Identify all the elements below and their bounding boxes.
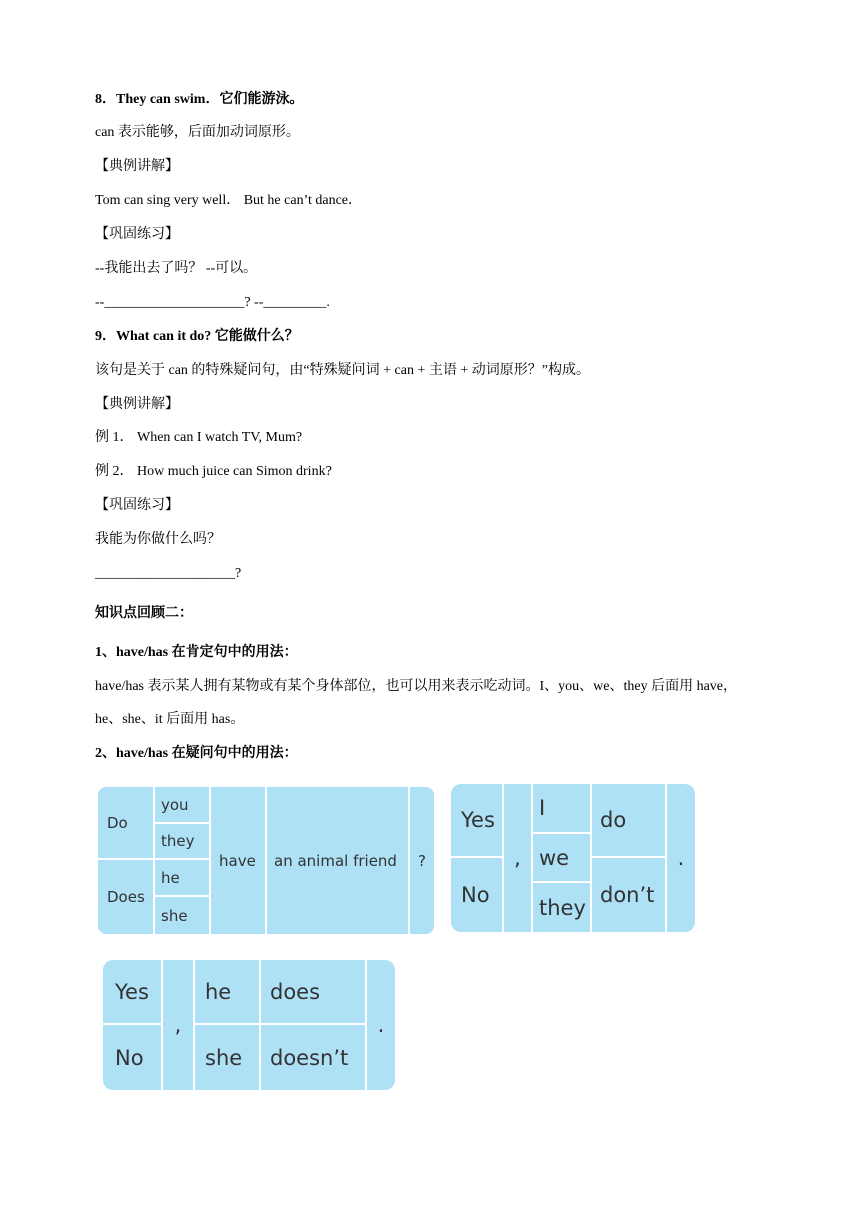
cell-you: you (155, 787, 209, 822)
section-9-example-2: 例 2． How much juice can Simon drink? (95, 464, 332, 479)
cell-have: have (211, 787, 265, 934)
section-8-practice-header: 【巩固练习】 (95, 227, 179, 242)
cell-i: I (533, 784, 590, 832)
answer-table-do (451, 784, 695, 932)
cell-object: an animal friend (267, 787, 408, 934)
cell-period: . (667, 784, 695, 932)
section-9-example-header: 【典例讲解】 (95, 397, 179, 412)
cell-he: he (155, 860, 209, 895)
section-8-practice-question: --我能出去了吗？ --可以。 (95, 261, 258, 276)
cell-doesnt: doesn’t (261, 1025, 365, 1090)
cell-period: . (367, 960, 395, 1090)
cell-does: does (261, 960, 365, 1023)
section-9-practice-question: 我能为你做什么吗？ (95, 532, 221, 547)
section-9-desc: 该句是关于 can 的特殊疑问句，由“特殊疑问词 + can + 主语 + 动词原形？”构成。 (95, 363, 590, 378)
cell-question-mark: ? (410, 787, 434, 934)
cell-she: she (195, 1025, 259, 1090)
section-8-desc: can 表示能够，后面加动词原形。 (95, 125, 300, 140)
review-point-1-text-b: he、she、it 后面用 has。 (95, 712, 245, 727)
cell-comma: , (504, 784, 531, 932)
cell-dont: don’t (592, 858, 665, 932)
section-8-example: Tom can sing very well． But he can’t dance． (95, 193, 363, 208)
review-point-1-text-a: have/has 表示某人拥有某物或有某个身体部位，也可以用来表示吃动词。I、you、we、they 后面用 have， (95, 679, 737, 694)
cell-comma: , (163, 960, 193, 1090)
cell-yes: Yes (451, 784, 502, 856)
section-9-practice-blank: ____________________? (95, 566, 242, 581)
cell-she: she (155, 897, 209, 934)
question-form-table (98, 787, 434, 934)
section-9-example-1: 例 1． When can I watch TV, Mum? (95, 430, 303, 445)
cell-he: he (195, 960, 259, 1023)
cell-they: they (155, 824, 209, 858)
section-9-title: 9．What can it do? 它能做什么？ (95, 329, 299, 344)
section-8-example-header: 【典例讲解】 (95, 159, 179, 174)
section-8-title: 8．They can swim．它们能游泳。 (95, 92, 304, 107)
cell-no: No (103, 1025, 161, 1090)
section-8-practice-blank: --____________________? --_________. (95, 295, 330, 310)
cell-does: Does (98, 860, 153, 934)
cell-we: we (533, 834, 590, 881)
cell-do: Do (98, 787, 153, 858)
cell-they: they (533, 883, 590, 932)
cell-yes: Yes (103, 960, 161, 1023)
review-title: 知识点回顾二： (95, 605, 193, 621)
section-9-practice-header: 【巩固练习】 (95, 498, 179, 513)
cell-no: No (451, 858, 502, 932)
review-point-2-title: 2、have/has 在疑问句中的用法： (95, 746, 298, 761)
answer-table-does (103, 960, 395, 1090)
review-point-1-title: 1、have/has 在肯定句中的用法： (95, 645, 298, 660)
cell-do: do (592, 784, 665, 856)
